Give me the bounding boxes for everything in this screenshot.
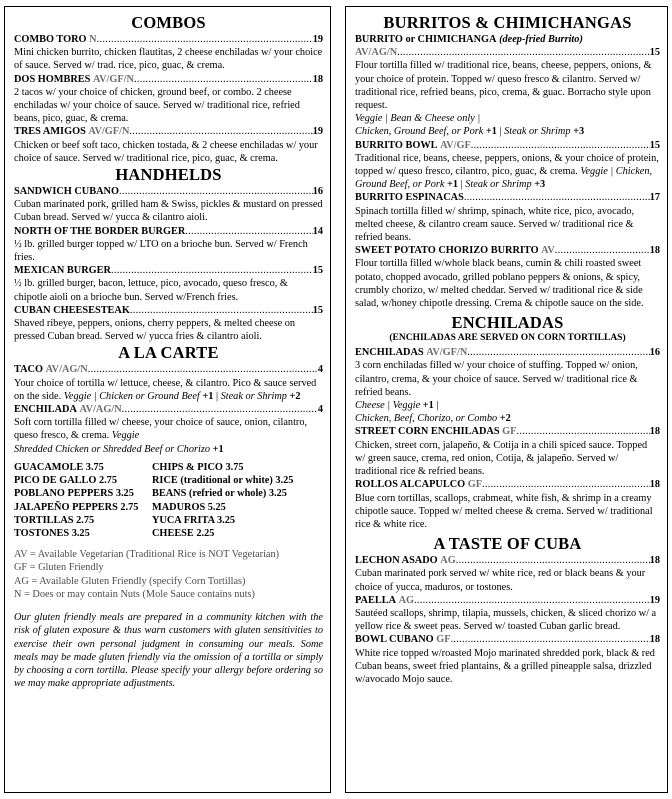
menu-item-sandwich-cubano (14, 185, 323, 225)
item-desc: Traditional rice, beans, cheese, peppers, onions, & your choice of protein, topped w/ queso fresco, cilantro, pico, guac, & crema. Veggie | Chicken, Ground Beef, or Pork +1 | Steak or Shrimp +3 (355, 152, 659, 191)
menu-item-north-burger (14, 225, 323, 265)
item-tag: AV/AG/N (45, 364, 88, 376)
item-tag: N (89, 34, 97, 45)
legend-line: AG = Available Gluten Friendly (specify Corn Tortillas) (14, 575, 246, 587)
item-tag: AV (541, 245, 555, 257)
item-desc: Shaved ribeye, peppers, onions, cherry peppers, & melted cheese on pressed Cuban bread. Served w/ yucca fries & cilantro aioli. (14, 318, 296, 343)
item-tag: AV/GF/N (426, 347, 468, 359)
menu-item-lechon-asado (355, 554, 660, 594)
item-price: 16 (312, 186, 323, 198)
item-name: SWEET POTATO CHORIZO BURRITO (355, 245, 539, 257)
item-desc: ½ lb. grilled burger, bacon, lettuce, pico, avocado, queso fresco, & chipotle aioli on a brioche bun. Served w/French fries. (14, 278, 288, 303)
section-title-burritos: BURRITOS & CHIMICHANGAS (383, 13, 632, 32)
legend-line: N = Does or may contain Nuts (Mole Sauce contains nuts) (14, 588, 255, 600)
section-title-combos: COMBOS (131, 13, 206, 32)
item-name: DOS HOMBRES (14, 73, 91, 85)
item-price: 18 (649, 634, 660, 646)
item-name: ENCHILADA (14, 404, 77, 416)
menu-item-burrito-espinacas (355, 191, 660, 244)
side-item: CHEESE 2.25 (152, 527, 215, 539)
item-name: LECHON ASADO (355, 555, 438, 567)
section-title-taste-of-cuba: A TASTE OF CUBA (433, 534, 582, 554)
side-item: PICO DE GALLO 2.75 (14, 475, 117, 487)
item-price: 15 (312, 265, 323, 277)
item-price: 14 (312, 225, 323, 237)
item-price: 18 (649, 245, 660, 257)
item-desc: Blue corn tortillas, scallops, crabmeat, white fish, & shrimp in a creamy chipotle sauce. Topped w/ melted cheese & crema. Served w/ traditional rice & white rice. (355, 492, 653, 530)
legend-line: GF = Gluten Friendly (14, 562, 104, 574)
item-desc: Sautéed scallops, shrimp, tilapia, mussels, chicken, & sliced chorizo w/ a yellow rice & sweet peas. Served w/ toasted Cuban garlic bread. (355, 607, 657, 633)
item-desc: Mini chicken burrito, chicken flautitas, 2 cheese enchiladas w/ your choice of sauce. Served w/ trad. rice, pico, guac, & crema. (14, 47, 323, 72)
item-desc: White rice topped w/roasted Mojo marinated shredded pork, black & red Cuban beans, sweet fried plantains, & a grilled pineapple salsa, drizzled w/avocado Mojo sauce. (355, 647, 655, 685)
item-tag: AV/AG/N (355, 47, 398, 59)
item-price: 15 (649, 139, 660, 151)
item-name: PAELLA (355, 594, 397, 606)
right-menu-panel (345, 6, 668, 793)
item-desc: 2 tacos w/ your choice of chicken, ground beef, or combo. 2 cheese enchiladas w/ your choice of sauce. Served w/ traditional rice, refried beans, pico, guac, & crema. (14, 86, 300, 125)
side-item: POBLANO PEPPERS 3.25 (14, 488, 134, 500)
menu-item-enchilada (14, 403, 323, 456)
item-name: MEXICAN BURGER (14, 265, 111, 277)
menu-item-enchiladas (355, 346, 660, 425)
menu-item-paella (355, 594, 660, 634)
item-desc: 3 corn enchiladas filled w/ your choice of stuffing. Topped w/ onion, cilantro, crema, & your choice of sauce. Served w/ traditional rice & refried beans. Cheese | Veggie +1 | Chicken, Beef, Chorizo, or Combo +2 (355, 360, 638, 425)
section-subtitle-enchiladas: (ENCHILADAS ARE SERVED ON CORN TORTILLAS) (389, 333, 626, 344)
menu-item-cuban-cheesesteak (14, 304, 323, 344)
item-tag: AV/AG/N (79, 404, 122, 416)
item-name: BURRITO ESPINACAS (355, 192, 464, 204)
menu-item-burrito-bowl (355, 139, 660, 192)
item-desc: Cuban marinated pork, grilled ham & Swiss, pickles & mustard on pressed Cuban bread. Served w/ yucca & cilantro aioli. (14, 199, 323, 224)
item-name: TACO (14, 364, 43, 376)
section-title-enchiladas: ENCHILADAS (451, 313, 564, 333)
item-desc: Chicken, street corn, jalapeño, & Cotija in a chili spiced sauce. Topped w/ green sauce, crema, red onion, Cotija, & jalapeño. Served w/ traditional rice & refried beans. (355, 439, 648, 478)
item-desc: Soft corn tortilla filled w/ cheese, your choice of sauce, onion, cilantro, queso fresco, & crema. Veggie Shredded Chicken or Shredded Beef or Chorizo +1 (14, 417, 308, 455)
item-name: STREET CORN ENCHILADAS (355, 426, 500, 438)
side-item: JALAPEÑO PEPPERS 2.75 (14, 501, 139, 513)
menu-item-rollos-alcapulco (355, 478, 660, 531)
item-desc: Spinach tortilla filled w/ shrimp, spinach, white rice, pico, avocado, melted cheese, & cilantro cream sauce. Served w/ traditional rice & refried beans. (355, 205, 635, 244)
item-name: TRES AMIGOS (14, 126, 86, 138)
menu-item-bowl-cubano (355, 633, 660, 686)
item-tag: GF (436, 634, 451, 646)
side-item: MADUROS 5.25 (152, 501, 226, 513)
item-price: 19 (312, 34, 323, 45)
item-name: ENCHILADAS (355, 347, 424, 359)
menu-item-taco (14, 363, 323, 403)
item-tag: AG (398, 594, 415, 606)
menu-item-mexican-burger (14, 264, 323, 304)
item-tag: AV/GF (440, 139, 471, 151)
item-price: 17 (649, 192, 660, 204)
item-price: 4 (317, 404, 323, 416)
section-title-handhelds: HANDHELDS (115, 165, 222, 185)
item-desc: Chicken or beef soft taco, chicken tostada, & 2 cheese enchiladas w/ your choice of sauce. Served w/ traditional rice, pico, guac, & crema. (14, 139, 318, 164)
item-tag: GF (502, 426, 517, 438)
item-price: 18 (649, 479, 660, 491)
menu-item-tres-amigos (14, 125, 323, 165)
item-name: ROLLOS ALCAPULCO (355, 479, 466, 491)
item-tag: AV/GF/N (88, 126, 130, 138)
side-item: CHIPS & PICO 3.75 (152, 461, 244, 473)
item-name: BURRITO or CHIMICHANGA (355, 34, 497, 45)
item-name: NORTH OF THE BORDER BURGER (14, 225, 186, 237)
item-price: 19 (312, 126, 323, 138)
item-price: 15 (649, 47, 660, 59)
item-price: 18 (312, 73, 323, 85)
item-price: 18 (649, 426, 660, 438)
side-item: RICE (traditional or white) 3.25 (152, 475, 294, 487)
item-subtitle: (deep-fried Burrito) (499, 34, 583, 45)
item-name: COMBO TORO (14, 34, 87, 45)
side-item: BEANS (refried or whole) 3.25 (152, 488, 287, 500)
item-name: CUBAN CHEESESTEAK (14, 304, 130, 316)
menu-item-combo-toro (14, 33, 323, 73)
item-name: SANDWICH CUBANO (14, 186, 119, 198)
menu-item-burrito-chimichanga (355, 33, 660, 139)
item-tag: GF (467, 479, 483, 491)
side-item: YUCA FRITA 3.25 (152, 514, 236, 526)
sides-list (14, 461, 323, 540)
dietary-legend (14, 548, 323, 601)
item-desc: Flour tortilla filled w/ traditional rice, beans, cheese, peppers, onions, & your choice of protein. Topped w/ queso fresco & cilantro. Served w/ traditional rice, refried beans, pico, crema, & guac. Borracho style upon request. Veggie | Bean & Cheese only | Chicken, Ground Beef, or Pork +1 | Steak or Shrimp +3 (355, 60, 652, 138)
item-desc: Cuban marinated pork served w/ white rice, red or black beans & your choice of yucca, maduros, or tostones. (355, 568, 646, 593)
legend-line: AV = Available Vegetarian (Traditional Rice is NOT Vegetarian) (14, 549, 280, 561)
item-name: BOWL CUBANO (355, 634, 434, 646)
side-item: TOSTONES 3.25 (14, 527, 90, 539)
section-title-a-la-carte: A LA CARTE (118, 343, 219, 363)
side-item: GUACAMOLE 3.75 (14, 461, 104, 473)
left-menu-panel (4, 6, 331, 793)
item-desc: Flour tortilla filled w/whole black beans, cumin & chili roasted sweet potato, chopped avocado, grilled poblano peppers & onions, & spicy, crumbly chorizo, w/ melted cheddar. Served w/ traditional rice & side salad, w/honey chipotle dressing. Crema & chipotle sauce on the side. (355, 258, 644, 310)
item-name: BURRITO BOWL (355, 139, 438, 151)
menu-item-dos-hombres (14, 73, 323, 126)
item-price: 16 (649, 347, 660, 359)
item-desc: ½ lb. grilled burger topped w/ LTO on a brioche bun. Served w/ French fries. (14, 238, 308, 264)
item-tag: AG (440, 555, 456, 567)
item-tag: AV/GF/N (92, 73, 134, 85)
item-desc: Your choice of tortilla w/ lettuce, cheese, & cilantro. Pico & sauce served on the side. Veggie | Chicken or Ground Beef +1 | Steak or Shrimp +2 (14, 377, 317, 402)
item-price: 19 (649, 594, 660, 606)
item-price: 18 (649, 555, 660, 567)
item-price: 4 (317, 364, 323, 376)
menu-item-street-corn-enchiladas (355, 425, 660, 478)
gluten-disclaimer: Our gluten friendly meals are prepared in a community kitchen with the risk of gluten exposure & thus warn customers with gluten sensitivities to exercise their own personal judgment in consuming our meals. Some meals may be made gluten friendly via the omission of a tortilla or simply by choosing a corn tortilla. Please specify your allergy before ordering so we may make appropriate adjustments. (14, 611, 323, 690)
menu-item-sweet-potato-burrito (355, 244, 660, 310)
item-price: 15 (312, 304, 323, 316)
side-item: TORTILLAS 2.75 (14, 514, 95, 526)
